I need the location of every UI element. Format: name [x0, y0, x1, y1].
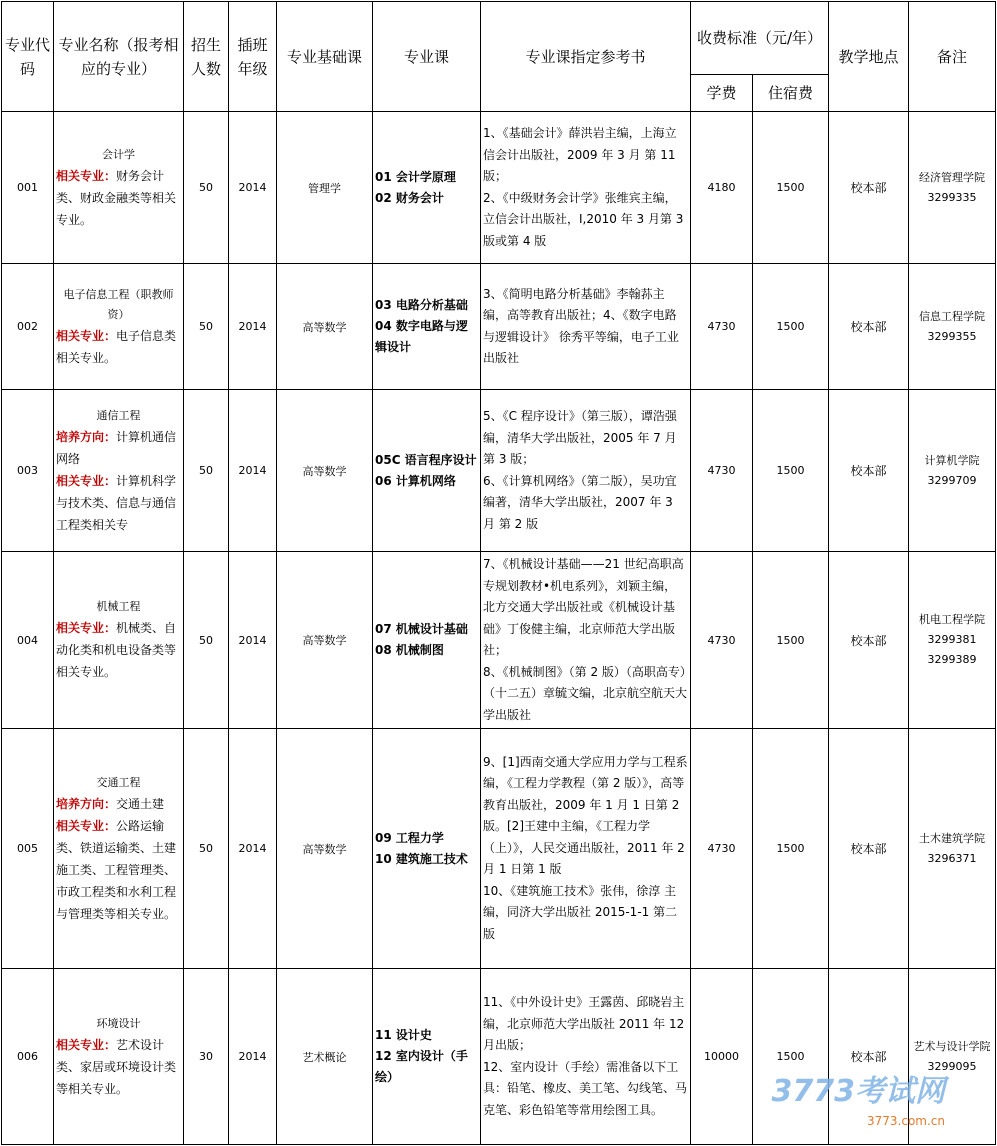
books-text: 9、[1]西南交通大学应用力学与工程系编，《工程力学教程（第 2 版）》，高等教育出版社，2009 年 1 月 1 日第 2 版。[2]王建中主编，《工程力学（上）》，人民交通出版社，2011 年 2 月 1 日第 1 版 10、《建筑施工技术》张伟，徐淳 主编，同济大学出版社 2015-1-1 第二版 [483, 754, 688, 941]
major-item [56, 165, 181, 231]
row-major [54, 264, 184, 390]
row-base-course: 高等数学 [277, 264, 373, 390]
major-item-label: 培养方向： [56, 796, 117, 811]
major-item-text: 机械类、自动化类和机电设备类等相关专业。 [56, 621, 177, 679]
row-enroll: 50 [184, 552, 229, 729]
row-location: 校本部 [829, 552, 909, 729]
row-grade: 2014 [229, 264, 277, 390]
row-tuition: 4730 [691, 729, 753, 969]
major-item-label: 相关专业： [56, 1037, 117, 1052]
row-remark [909, 729, 996, 969]
remark-line: 3299709 [927, 473, 977, 487]
row-books [481, 390, 691, 552]
row-tuition: 4180 [691, 112, 753, 264]
row-location: 校本部 [829, 729, 909, 969]
header-major: 专业名称（报考相应的专业） [54, 2, 184, 112]
course-item: 02 财务会计 [375, 190, 444, 205]
row-grade: 2014 [229, 552, 277, 729]
remark-line: 3299335 [927, 190, 977, 204]
row-enroll: 50 [184, 729, 229, 969]
major-item-text: 电子信息类相关专业。 [56, 328, 177, 365]
row-tuition: 4730 [691, 390, 753, 552]
row-dorm: 1500 [753, 112, 829, 264]
header-fee: 收费标准（元/年） [691, 2, 829, 75]
remark-line: 经济管理学院 [919, 170, 985, 184]
major-item [56, 1034, 181, 1100]
major-item-label: 培养方向： [56, 429, 117, 444]
row-courses [373, 552, 481, 729]
remark-line: 信息工程学院 [919, 309, 985, 323]
row-base-course: 高等数学 [277, 729, 373, 969]
row-remark [909, 112, 996, 264]
row-enroll: 50 [184, 390, 229, 552]
course-item: 10 建筑施工技术 [375, 851, 468, 866]
course-item: 06 计算机网络 [375, 473, 456, 488]
course-item: 04 数字电路与逻辑设计 [375, 319, 468, 354]
remark-line: 计算机学院 [924, 453, 980, 467]
header-grade: 插班年级 [229, 2, 277, 112]
major-title: 会计学 [102, 147, 135, 161]
row-code: 003 [2, 390, 54, 552]
major-title: 交通工程 [96, 775, 141, 789]
row-code: 002 [2, 264, 54, 390]
books-text: 11、《中外设计史》王露茵、邱晓岩主编，北京师范大学出版社 2011 年 12 月出版； 12、室内设计（手绘）需准备以下工具：铅笔、橡皮、美工笔、勾线笔、马克笔、彩色铅笔等常用绘图工具。 [483, 995, 688, 1117]
major-item [56, 617, 181, 683]
row-location: 校本部 [829, 112, 909, 264]
major-item-label: 相关专业： [56, 473, 117, 488]
row-courses [373, 390, 481, 552]
row-courses [373, 112, 481, 264]
course-item: 05C 语言程序设计 [375, 452, 477, 467]
row-base-course: 艺术概论 [277, 969, 373, 1145]
row-grade: 2014 [229, 390, 277, 552]
row-remark [909, 552, 996, 729]
major-item-label: 相关专业： [56, 621, 117, 635]
row-code: 005 [2, 729, 54, 969]
remark-line: 3299389 [927, 653, 977, 666]
major-item [56, 426, 181, 470]
row-courses [373, 729, 481, 969]
row-code: 001 [2, 112, 54, 264]
row-enroll: 50 [184, 264, 229, 390]
major-item-text: 交通土建 [116, 796, 165, 811]
books-text: 5、《C 程序设计》（第三版），谭浩强编，清华大学出版社，2005 年 7 月 第 3 版； 6、《计算机网络》（第二版），吴功宜 编著，清华大学出版社，2007 年 3 月 第 2 版 [483, 409, 677, 531]
table-row [2, 264, 996, 390]
row-enroll: 50 [184, 112, 229, 264]
major-item [56, 325, 181, 369]
course-item: 09 工程力学 [375, 830, 444, 845]
watermark-logo: 3773考试网 [771, 1074, 945, 1109]
major-item-text: 计算机通信网络 [56, 429, 177, 466]
row-enroll: 30 [184, 969, 229, 1145]
books-text: 7、《机械设计基础——21 世纪高职高专规划教材•机电系列》，刘颖主编，北方交通大学出版社或《机械设计基础》丁俊健主编，北京师范大学出版社； 8、《机械制图》（第 2 版）（高职高专）（十二五）章毓文编，北京航空航天大学出版社 [483, 557, 688, 722]
books-text: 1、《基础会计》薛洪岩主编，上海立信会计出版社，2009 年 3 月 第 11 版； 2、《中级财务会计学》张维宾主编，立信会计出版社，I,2010 年 3 月第 3 版或第 4 版 [483, 126, 684, 248]
row-grade: 2014 [229, 969, 277, 1145]
remark-line: 艺术与设计学院 [913, 1039, 991, 1053]
row-major [54, 729, 184, 969]
major-item-text: 公路运输类、铁道运输类、土建施工类、工程管理类、市政工程类和水利工程与管理类等相关专业。 [56, 818, 177, 921]
row-code: 006 [2, 969, 54, 1145]
course-item: 11 设计史 [375, 1028, 432, 1042]
major-item [56, 815, 181, 925]
major-item [56, 470, 181, 536]
course-item: 08 机械制图 [375, 643, 444, 657]
row-major [54, 390, 184, 552]
table-row [2, 552, 996, 729]
header-location: 教学地点 [829, 2, 909, 112]
row-dorm: 1500 [753, 264, 829, 390]
row-courses [373, 264, 481, 390]
row-tuition: 4730 [691, 264, 753, 390]
row-major [54, 552, 184, 729]
major-title: 通信工程 [96, 408, 141, 422]
row-books [481, 552, 691, 729]
major-title: 电子信息工程（职教师资） [63, 287, 174, 321]
row-dorm: 1500 [753, 969, 829, 1145]
remark-line: 3299381 [927, 633, 977, 646]
watermark-url: 3773.com.cn [867, 1114, 945, 1128]
row-remark [909, 390, 996, 552]
row-grade: 2014 [229, 112, 277, 264]
remark-line: 土木建筑学院 [919, 831, 985, 845]
row-books [481, 969, 691, 1145]
remark-line: 机电工程学院 [919, 613, 985, 626]
row-code: 004 [2, 552, 54, 729]
major-title: 环境设计 [96, 1016, 141, 1030]
course-item: 12 室内设计（手绘） [375, 1049, 468, 1084]
row-base-course: 高等数学 [277, 390, 373, 552]
row-dorm: 1500 [753, 729, 829, 969]
header-code: 专业代码 [2, 2, 54, 112]
course-item: 03 电路分析基础 [375, 298, 468, 312]
row-major [54, 112, 184, 264]
table-row [2, 969, 996, 1145]
row-courses [373, 969, 481, 1145]
row-grade: 2014 [229, 729, 277, 969]
row-base-course: 管理学 [277, 112, 373, 264]
row-tuition: 4730 [691, 552, 753, 729]
major-title: 机械工程 [96, 600, 141, 613]
books-text: 3、《简明电路分析基础》李翰荪主编，高等教育出版社；4、《数字电路与逻辑设计》 徐秀平等编，电子工业出版社 [483, 286, 679, 365]
header-remark: 备注 [909, 2, 996, 112]
header-dorm: 住宿费 [753, 75, 829, 112]
major-item-text: 艺术设计类、家居或环境设计类等相关专业。 [56, 1037, 177, 1096]
header-course: 专业课 [373, 2, 481, 112]
row-location: 校本部 [829, 390, 909, 552]
remark-line: 3299355 [927, 329, 977, 343]
row-books [481, 112, 691, 264]
header-enroll: 招生人数 [184, 2, 229, 112]
major-item [56, 793, 181, 815]
major-item-text: 财务会计类、财政金融类等相关专业。 [56, 168, 177, 227]
header-tuition: 学费 [691, 75, 753, 112]
major-item-label: 相关专业： [56, 168, 117, 183]
row-books [481, 729, 691, 969]
row-base-course: 高等数学 [277, 552, 373, 729]
row-remark [909, 264, 996, 390]
admission-table [1, 1, 996, 1145]
row-major [54, 969, 184, 1145]
header-books: 专业课指定参考书 [481, 2, 691, 112]
row-dorm: 1500 [753, 390, 829, 552]
course-item: 07 机械设计基础 [375, 622, 468, 636]
row-location: 校本部 [829, 969, 909, 1145]
table-row [2, 390, 996, 552]
major-item-label: 相关专业： [56, 818, 117, 833]
course-item: 01 会计学原理 [375, 169, 456, 184]
table-row [2, 729, 996, 969]
row-tuition: 10000 [691, 969, 753, 1145]
row-location: 校本部 [829, 264, 909, 390]
row-books [481, 264, 691, 390]
major-item-label: 相关专业： [56, 328, 117, 343]
remark-line: 3299095 [927, 1059, 977, 1073]
major-item-text: 计算机科学与技术类、信息与通信工程类相关专 [56, 473, 177, 532]
header-base-course: 专业基础课 [277, 2, 373, 112]
row-dorm: 1500 [753, 552, 829, 729]
table-row [2, 112, 996, 264]
remark-line: 3296371 [927, 851, 977, 865]
